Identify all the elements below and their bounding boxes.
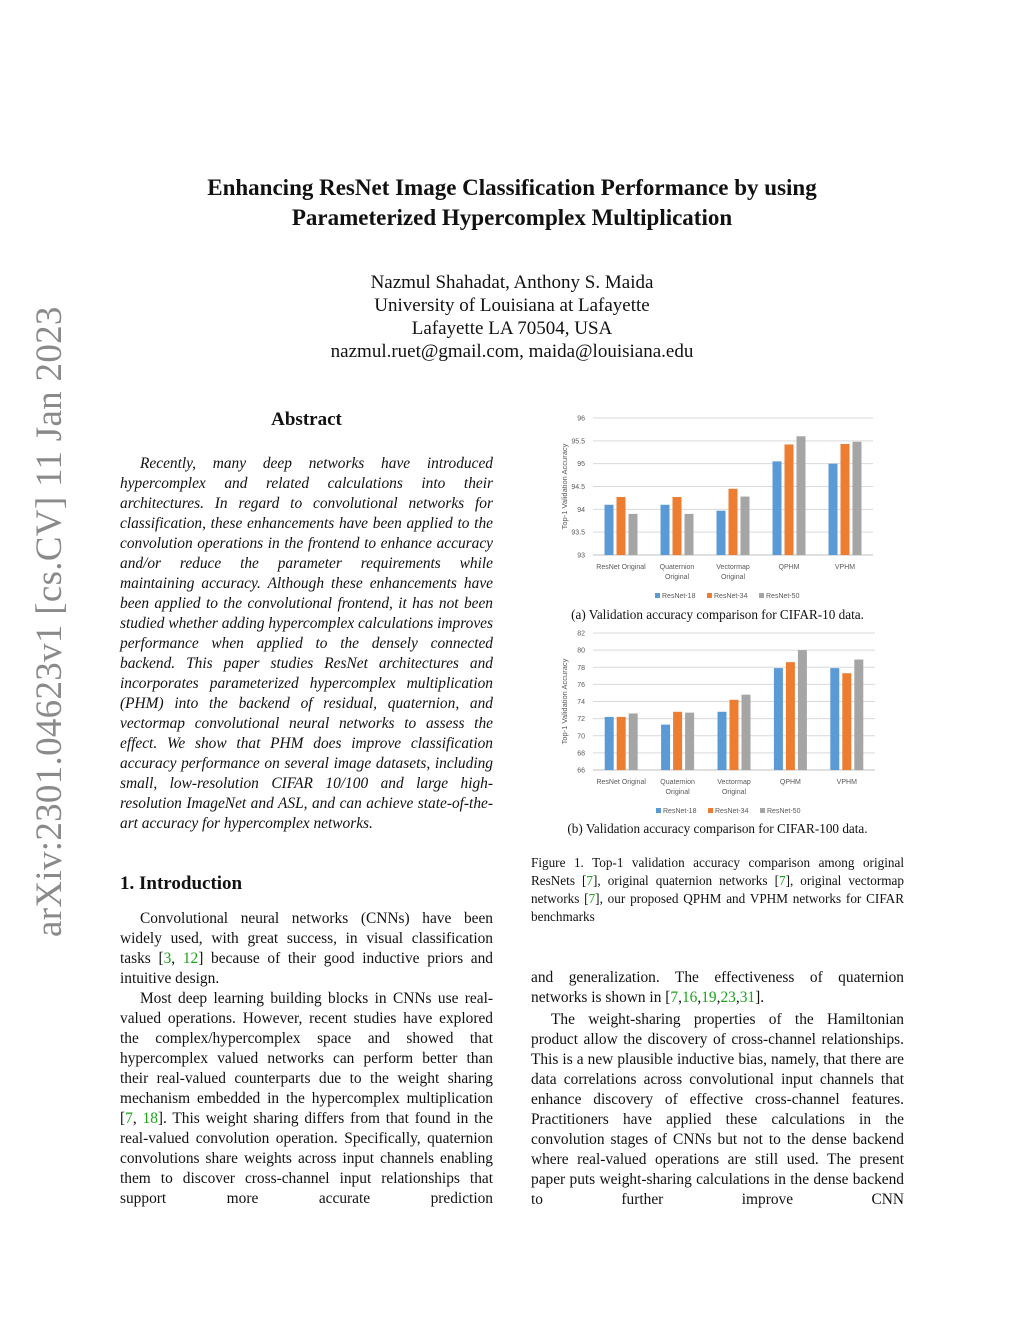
bar-resnet-50-2: [742, 695, 751, 770]
citation-link[interactable]: 3: [163, 950, 172, 967]
y-tick-label: 96: [577, 415, 585, 423]
abstract-heading: Abstract: [271, 409, 342, 430]
bar-resnet-34-4: [842, 673, 851, 770]
author-affiliation: University of Louisiana at Lafayette: [374, 295, 650, 316]
author-emails: nazmul.ruet@gmail.com, maida@louisiana.edu: [330, 341, 694, 362]
bar-resnet-34-3: [786, 662, 795, 770]
bar-resnet-50-3: [798, 650, 807, 770]
bar-resnet-34-3: [785, 444, 794, 555]
intro-body: [120, 909, 493, 1209]
citation-link[interactable]: 31: [739, 989, 756, 1006]
y-tick-label: 95: [577, 461, 585, 469]
legend-swatch-resnet-34: [708, 808, 713, 813]
legend-label: ResNet-18: [663, 808, 697, 815]
x-category-label: Original: [720, 574, 746, 581]
citation-link[interactable]: 7: [586, 873, 593, 888]
x-category-label: ResNet Original: [596, 564, 646, 571]
citation-link[interactable]: 7: [778, 873, 786, 888]
bar-resnet-18-4: [830, 668, 839, 770]
y-tick-label: 94: [577, 506, 585, 514]
paper-title-line2: Parameterized Hypercomplex Multiplication: [291, 205, 733, 230]
x-category-label: Quaternion: [660, 779, 695, 786]
x-category-label: VPHM: [834, 564, 856, 571]
y-tick-label: 68: [577, 750, 585, 758]
bar-resnet-50-0: [629, 514, 638, 555]
y-tick-label: 72: [577, 716, 585, 724]
legend-label: ResNet-34: [715, 808, 749, 815]
bar-resnet-34-0: [617, 717, 626, 770]
bar-resnet-18-1: [661, 505, 670, 555]
legend-label: ResNet-34: [714, 593, 748, 600]
y-tick-label: 78: [577, 664, 585, 672]
x-category-label: Vectormap: [717, 779, 751, 786]
y-tick-label: 76: [577, 681, 585, 689]
bar-resnet-34-4: [841, 444, 850, 555]
paper-title-line1: Enhancing ResNet Image Classification Performance by using: [207, 175, 817, 200]
citation-link[interactable]: 23: [720, 989, 736, 1006]
bar-resnet-18-0: [605, 505, 614, 555]
right-paragraph-2: The weight-sharing properties of the Hamiltonian product allow the discovery of cross-channel relationships. This is a new plausible inductive bias, namely, that there are data correlations across convolutional input channels that enhance discovery of effective cross-channel features. Practitioners have applied these calculations in the convolution stages of CNNs but not to the dense backend where real-valued operations are still used. The present paper puts weight-sharing calculations in the dense backend to further improve CNN: [531, 1011, 904, 1208]
citation-link[interactable]: 19: [701, 989, 717, 1006]
x-category-label: Vectormap: [716, 564, 750, 571]
y-tick-label: 66: [577, 767, 585, 775]
x-category-label: Quaternion: [659, 564, 695, 571]
intro-paragraph-2: Most deep learning building blocks in CNNs use real-valued operations. However, recent studies have explored the complex/hypercomplex space and showed that hypercomplex valued networks can perform better than their real-valued counterparts due to the weight sharing mechanism embedded in the hypercomplex multiplication [7, 18]. This weight sharing differs from that found in the real-valued convolution operation. Specifically, quaternion convolutions share weights across input channels enabling them to discover cross-channel input relationships that support more accurate prediction: [120, 990, 493, 1207]
bar-resnet-18-3: [774, 668, 783, 770]
figure-1-caption: Figure 1. Top-1 validation accuracy comparison among original ResNets [7], original quaternion networks [7], original vectormap networks [7], our proposed QPHM and VPHM networks for CIFAR benchmarks: [531, 855, 904, 924]
author-address: Lafayette LA 70504, USA: [411, 318, 613, 339]
bar-resnet-18-3: [773, 461, 782, 555]
legend-label: ResNet-50: [767, 808, 801, 815]
bar-resnet-34-0: [617, 497, 626, 555]
legend-swatch-resnet-18: [656, 808, 661, 813]
citation-link[interactable]: 18: [142, 1110, 158, 1127]
y-axis-label: Top-1 Validation Accuracy: [560, 658, 569, 745]
citation-link[interactable]: 7: [125, 1110, 133, 1127]
y-axis-label: Top-1 Validation Accuracy: [560, 443, 569, 530]
bar-resnet-50-0: [629, 713, 638, 770]
x-category-label: QPHM: [778, 564, 800, 571]
intro-paragraph-1: Convolutional neural networks (CNNs) have been widely used, with great success, in visual classification tasks [3, 12] because of their good inductive priors and intuitive design.: [120, 910, 493, 987]
legend-swatch-resnet-50: [759, 593, 764, 598]
y-tick-label: 93: [577, 552, 585, 560]
abstract-text: Recently, many deep networks have introduced hypercomplex and related calculations into their architectures. In regard to convolutional networks for classification, these enhancements have been applied to the convolution operations in the frontend to enhance accuracy and/or reduce the parameter requirements while maintaining accuracy. Although these enhancements have been applied to the convolutional frontend, it has not been studied whether adding hypercomplex calculations improves performance when applied to the densely connected backend. This paper studies ResNet architectures and incorporates parameterized hypercomplex multiplication (PHM) into the backend of residual, quaternion, and vectormap convolutional neural networks to assess the effect. We show that PHM does improve classification accuracy performance on several image datasets, including small, low-resolution CIFAR 10/100 and large high-resolution ImageNet and ASL, and can achieve state-of-the-art accuracy for hypercomplex networks.: [120, 455, 493, 832]
bar-resnet-34-1: [673, 712, 682, 770]
bar-resnet-18-1: [661, 725, 670, 770]
arxiv-identifier: arXiv:2301.04623v1 [cs.CV] 11 Jan 2023: [29, 306, 70, 937]
x-category-label: Original: [721, 789, 747, 796]
citation-link[interactable]: 12: [182, 950, 199, 967]
bar-resnet-50-4: [853, 442, 862, 555]
bar-resnet-34-1: [673, 497, 682, 555]
intro-heading: 1. Introduction: [120, 873, 243, 894]
legend-swatch-resnet-50: [760, 808, 765, 813]
y-tick-label: 94.5: [571, 484, 585, 491]
bar-resnet-50-3: [797, 436, 806, 555]
citation-link[interactable]: 16: [681, 989, 698, 1006]
bar-resnet-18-4: [829, 464, 838, 555]
chart-cifar100: [553, 622, 888, 818]
x-category-label: VPHM: [836, 779, 857, 786]
chart-cifar10: [553, 405, 888, 605]
x-category-label: Original: [665, 789, 690, 796]
legend-swatch-resnet-34: [707, 593, 712, 598]
author-names: Nazmul Shahadat, Anthony S. Maida: [370, 272, 654, 293]
chart-a-caption: (a) Validation accuracy comparison for CIFAR-10 data.: [571, 607, 864, 622]
citation-link[interactable]: 7: [588, 891, 596, 906]
y-tick-label: 93.5: [571, 529, 585, 537]
bar-resnet-18-2: [717, 511, 726, 555]
right-column-body: [531, 968, 904, 1210]
y-tick-label: 74: [577, 699, 585, 706]
chart-b-caption: (b) Validation accuracy comparison for CIFAR-100 data.: [567, 821, 868, 836]
y-tick-label: 82: [577, 630, 585, 638]
legend-label: ResNet-18: [662, 593, 696, 600]
bar-resnet-18-0: [605, 717, 614, 770]
citation-link[interactable]: 7: [670, 989, 679, 1006]
bar-resnet-34-2: [730, 700, 739, 770]
bar-resnet-34-2: [729, 489, 738, 555]
x-category-label: Original: [664, 574, 690, 581]
y-tick-label: 70: [577, 733, 585, 741]
x-category-label: QPHM: [779, 779, 801, 786]
bar-resnet-50-1: [685, 713, 694, 770]
bar-resnet-18-2: [718, 712, 727, 770]
y-tick-label: 95.5: [571, 438, 585, 446]
x-category-label: ResNet Original: [596, 779, 646, 786]
bar-resnet-50-4: [854, 660, 863, 770]
y-tick-label: 80: [577, 647, 585, 655]
legend-swatch-resnet-18: [655, 593, 660, 598]
bar-resnet-50-1: [685, 514, 694, 555]
legend-label: ResNet-50: [766, 593, 800, 600]
right-paragraph-1: and generalization. The effectiveness of quaternion networks is shown in [7,16,19,23,31].: [531, 969, 904, 1006]
bar-resnet-50-2: [741, 497, 750, 555]
